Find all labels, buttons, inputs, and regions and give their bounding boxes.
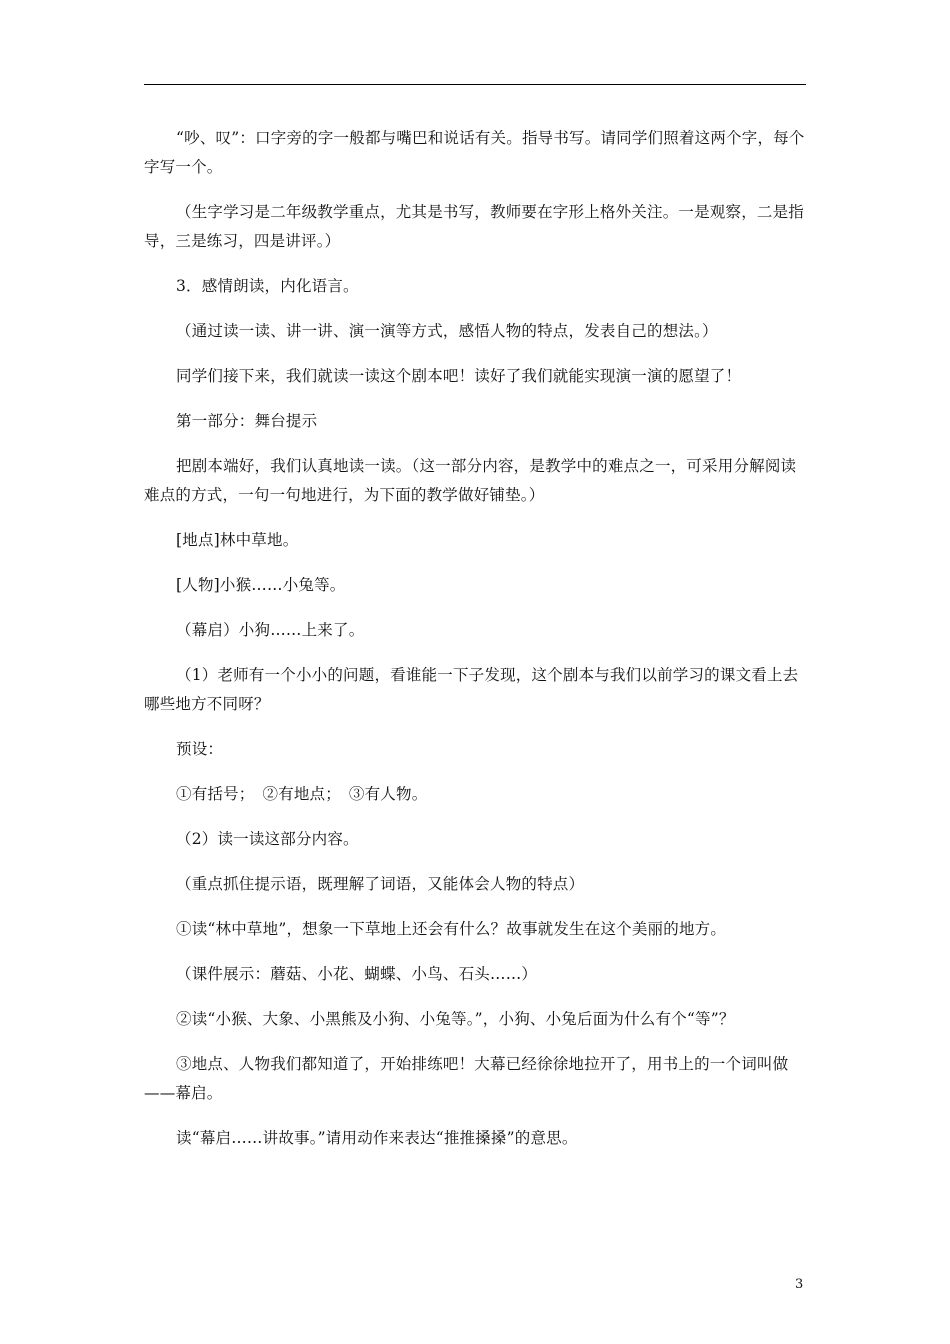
paragraph: 把剧本端好，我们认真地读一读。（这一部分内容，是教学中的难点之一，可采用分解阅读难点的方式，一句一句地进行，为下面的教学做好铺垫。） — [144, 457, 797, 504]
paragraph: ③地点、人物我们都知道了，开始排练吧！大幕已经徐徐地拉开了，用书上的一个词叫做——幕启。 — [144, 1055, 789, 1102]
paragraph: 读“幕启……讲故事。”请用动作来表达“推推搡搡”的意思。 — [176, 1129, 578, 1147]
page-number: 3 — [795, 1277, 804, 1292]
paragraph: 3．感情朗读，内化语言。 — [176, 277, 359, 295]
paragraph: （通过读一读、讲一讲、演一演等方式，感悟人物的特点，发表自己的想法。） — [176, 322, 718, 340]
paragraph: （幕启）小狗……上来了。 — [176, 621, 365, 639]
paragraph: ①有括号； ②有地点； ③有人物。 — [176, 785, 428, 803]
document-body — [144, 124, 806, 1169]
header-rule — [144, 84, 806, 85]
paragraph: （重点抓住提示语，既理解了词语，又能体会人物的特点） — [176, 875, 585, 893]
paragraph: （生字学习是二年级教学重点，尤其是书写，教师要在字形上格外关注。一是观察，二是指导，三是练习，四是讲评。） — [144, 203, 805, 250]
paragraph: 预设： — [176, 740, 224, 758]
paragraph: ②读“小猴、大象、小黑熊及小狗、小兔等。”，小狗、小兔后面为什么有个“等”？ — [176, 1010, 735, 1028]
section-heading: 第一部分：舞台提示 — [176, 412, 318, 430]
paragraph: 同学们接下来，我们就读一读这个剧本吧！读好了我们就能实现演一演的愿望了！ — [176, 367, 742, 385]
paragraph: [地点]林中草地。 — [176, 531, 299, 549]
paragraph: ①读“林中草地”，想象一下草地上还会有什么？故事就发生在这个美丽的地方。 — [176, 920, 727, 938]
paragraph: “吵、叹”：口字旁的字一般都与嘴巴和说话有关。指导书写。请同学们照着这两个字，每个字写一个。 — [144, 129, 805, 176]
paragraph: [人物]小猴……小兔等。 — [176, 576, 346, 594]
paragraph: （课件展示：蘑菇、小花、蝴蝶、小鸟、石头……） — [176, 965, 538, 983]
paragraph: （2）读一读这部分内容。 — [176, 830, 359, 848]
paragraph: （1）老师有一个小小的问题，看谁能一下子发现，这个剧本与我们以前学习的课文看上去哪些地方不同呀？ — [144, 666, 799, 713]
